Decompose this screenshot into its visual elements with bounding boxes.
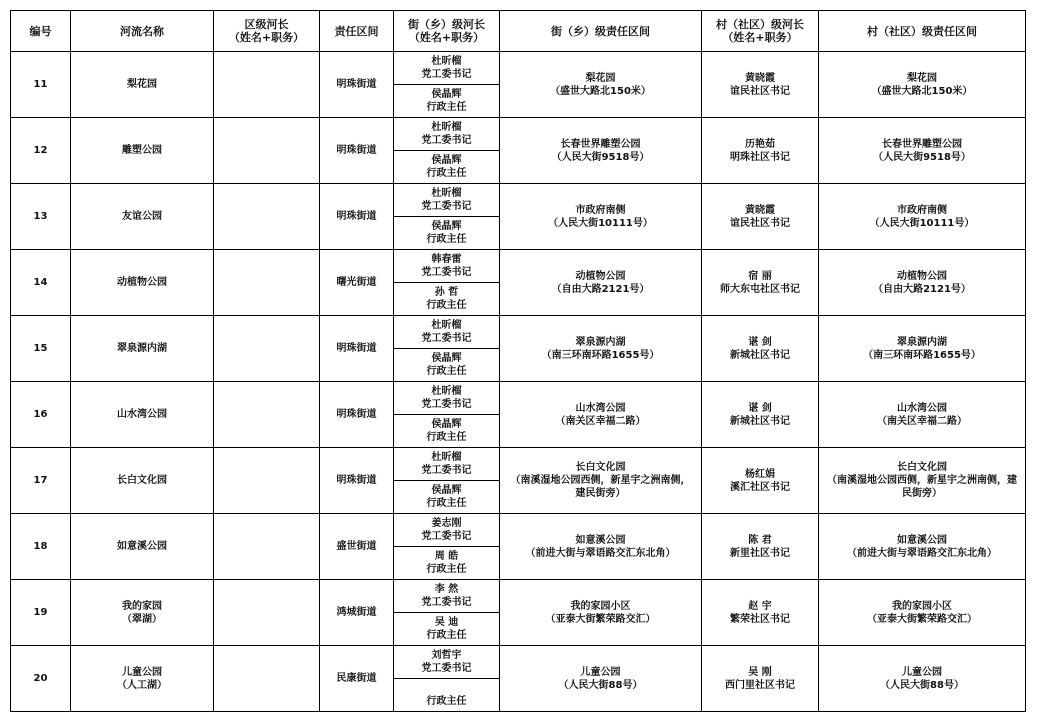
- row-number: 15: [11, 316, 71, 382]
- river-name: 我的家园 （翠湖）: [71, 580, 214, 646]
- table-body: [11, 52, 1026, 712]
- responsibility-section: 明珠街道: [320, 316, 394, 382]
- village-chief: 赵 宇 繁荣社区书记: [702, 580, 819, 646]
- table-row: [11, 448, 1026, 481]
- table-row: [11, 184, 1026, 217]
- district-chief: [214, 646, 320, 712]
- street-range: 动植物公园 （自由大路2121号）: [500, 250, 702, 316]
- river-name: 山水湾公园: [71, 382, 214, 448]
- street-chief-secretary: 李 然 党工委书记: [394, 580, 500, 613]
- village-range: 如意溪公园 （前进大街与翠语路交汇东北角）: [819, 514, 1026, 580]
- responsibility-section: 盛世街道: [320, 514, 394, 580]
- street-range: 我的家园小区 （亚泰大街繁荣路交汇）: [500, 580, 702, 646]
- table-row: [11, 580, 1026, 613]
- river-chief-table: [10, 10, 1026, 712]
- responsibility-section: 明珠街道: [320, 448, 394, 514]
- street-chief-secretary: 姜志刚 党工委书记: [394, 514, 500, 547]
- header-street-range: 街（乡）级责任区间: [500, 11, 702, 52]
- row-number: 18: [11, 514, 71, 580]
- street-chief-secretary: 杜昕榴 党工委书记: [394, 52, 500, 85]
- village-range: 翠泉源内湖 （南三环南环路1655号）: [819, 316, 1026, 382]
- river-name: 儿童公园 （人工湖）: [71, 646, 214, 712]
- table-row: [11, 382, 1026, 415]
- district-chief: [214, 52, 320, 118]
- village-chief: 陈 君 新里社区书记: [702, 514, 819, 580]
- table-row: [11, 52, 1026, 85]
- header-no: 编号: [11, 11, 71, 52]
- street-range: 山水湾公园 （南关区幸福二路）: [500, 382, 702, 448]
- street-chief-director: 侯晶辉 行政主任: [394, 415, 500, 448]
- village-range: 长春世界雕塑公园 （人民大街9518号）: [819, 118, 1026, 184]
- street-chief-director: 侯晶辉 行政主任: [394, 151, 500, 184]
- table-row: [11, 118, 1026, 151]
- header-district-chief: 区级河长 （姓名+职务）: [214, 11, 320, 52]
- village-range: 山水湾公园 （南关区幸福二路）: [819, 382, 1026, 448]
- street-chief-director: 孙 哲 行政主任: [394, 283, 500, 316]
- header-row: [11, 11, 1026, 52]
- street-chief-secretary: 杜昕榴 党工委书记: [394, 382, 500, 415]
- header-village-chief: 村（社区）级河长 （姓名+职务）: [702, 11, 819, 52]
- district-chief: [214, 382, 320, 448]
- responsibility-section: 明珠街道: [320, 118, 394, 184]
- street-chief-director: 侯晶辉 行政主任: [394, 217, 500, 250]
- district-chief: [214, 316, 320, 382]
- river-name: 长白文化园: [71, 448, 214, 514]
- village-chief: 历艳茹 明珠社区书记: [702, 118, 819, 184]
- village-range: 动植物公园 （自由大路2121号）: [819, 250, 1026, 316]
- table-row: [11, 250, 1026, 283]
- header-street-chief: 街（乡）级河长 （姓名+职务）: [394, 11, 500, 52]
- row-number: 11: [11, 52, 71, 118]
- responsibility-section: 民康街道: [320, 646, 394, 712]
- river-name: 动植物公园: [71, 250, 214, 316]
- district-chief: [214, 514, 320, 580]
- district-chief: [214, 118, 320, 184]
- village-chief: 宿 丽 师大东屯社区书记: [702, 250, 819, 316]
- district-chief: [214, 184, 320, 250]
- village-chief: 黄晓霞 谊民社区书记: [702, 184, 819, 250]
- river-name: 如意溪公园: [71, 514, 214, 580]
- responsibility-section: 鸿城街道: [320, 580, 394, 646]
- street-chief-secretary: 刘哲宇 党工委书记: [394, 646, 500, 679]
- river-name: 友谊公园: [71, 184, 214, 250]
- street-chief-secretary: 杜昕榴 党工委书记: [394, 448, 500, 481]
- street-range: 长春世界雕塑公园 （人民大街9518号）: [500, 118, 702, 184]
- street-chief-director: 侯晶辉 行政主任: [394, 349, 500, 382]
- street-chief-director: 侯晶辉 行政主任: [394, 85, 500, 118]
- header-village-range: 村（社区）级责任区间: [819, 11, 1026, 52]
- responsibility-section: 明珠街道: [320, 184, 394, 250]
- header-section: 责任区间: [320, 11, 394, 52]
- village-range: 长白文化园 （南溪湿地公园西侧，新星宇之洲南侧，建 民街旁）: [819, 448, 1026, 514]
- row-number: 20: [11, 646, 71, 712]
- street-chief-secretary: 杜昕榴 党工委书记: [394, 118, 500, 151]
- header-river: 河流名称: [71, 11, 214, 52]
- district-chief: [214, 580, 320, 646]
- street-chief-secretary: 杜昕榴 党工委书记: [394, 184, 500, 217]
- street-chief-director: 行政主任: [394, 679, 500, 712]
- table-row: [11, 514, 1026, 547]
- river-name: 翠泉源内湖: [71, 316, 214, 382]
- street-range: 翠泉源内湖 （南三环南环路1655号）: [500, 316, 702, 382]
- responsibility-section: 曙光街道: [320, 250, 394, 316]
- table-row: [11, 316, 1026, 349]
- row-number: 19: [11, 580, 71, 646]
- row-number: 16: [11, 382, 71, 448]
- row-number: 14: [11, 250, 71, 316]
- village-chief: 黄晓霞 谊民社区书记: [702, 52, 819, 118]
- village-range: 儿童公园 （人民大街88号）: [819, 646, 1026, 712]
- street-range: 如意溪公园 （前进大街与翠语路交汇东北角）: [500, 514, 702, 580]
- table-row: [11, 646, 1026, 679]
- street-chief-director: 吴 迪 行政主任: [394, 613, 500, 646]
- responsibility-section: 明珠街道: [320, 382, 394, 448]
- river-name: 雕塑公园: [71, 118, 214, 184]
- street-chief-secretary: 杜昕榴 党工委书记: [394, 316, 500, 349]
- village-range: 梨花园 （盛世大路北150米）: [819, 52, 1026, 118]
- street-chief-director: 侯晶辉 行政主任: [394, 481, 500, 514]
- village-chief: 吴 刚 西门里社区书记: [702, 646, 819, 712]
- street-range: 梨花园 （盛世大路北150米）: [500, 52, 702, 118]
- village-chief: 杨红娟 溪汇社区书记: [702, 448, 819, 514]
- street-range: 儿童公园 （人民大街88号）: [500, 646, 702, 712]
- street-range: 长白文化园 （南溪湿地公园西侧，新星宇之洲南侧， 建民街旁）: [500, 448, 702, 514]
- row-number: 13: [11, 184, 71, 250]
- street-chief-director: 周 皓 行政主任: [394, 547, 500, 580]
- village-chief: 谌 剑 新城社区书记: [702, 316, 819, 382]
- village-range: 我的家园小区 （亚泰大街繁荣路交汇）: [819, 580, 1026, 646]
- village-range: 市政府南侧 （人民大街10111号）: [819, 184, 1026, 250]
- street-chief-secretary: 韩春雷 党工委书记: [394, 250, 500, 283]
- river-name: 梨花园: [71, 52, 214, 118]
- district-chief: [214, 250, 320, 316]
- responsibility-section: 明珠街道: [320, 52, 394, 118]
- village-chief: 谌 剑 新城社区书记: [702, 382, 819, 448]
- row-number: 12: [11, 118, 71, 184]
- district-chief: [214, 448, 320, 514]
- street-range: 市政府南侧 （人民大街10111号）: [500, 184, 702, 250]
- row-number: 17: [11, 448, 71, 514]
